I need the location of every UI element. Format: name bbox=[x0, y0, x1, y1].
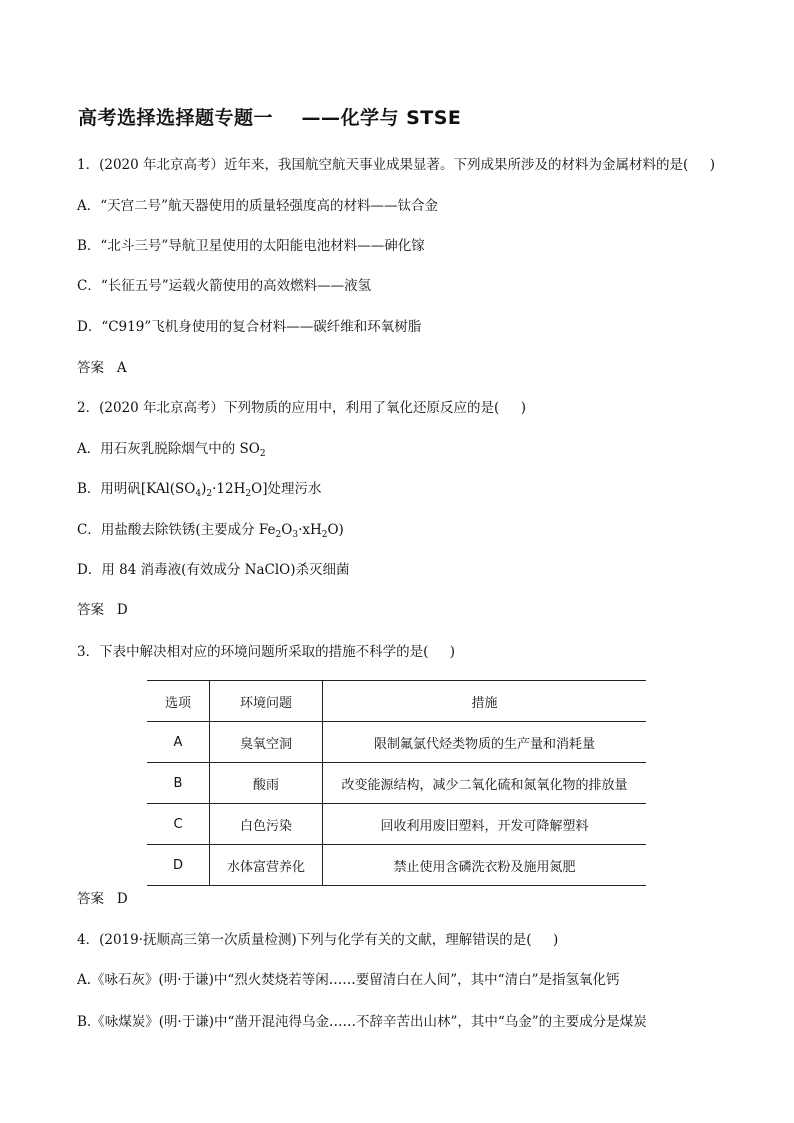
question-2-option-b: B．用明矾$[KAl(SO_4)_2\cdot 12H_2O]$处理污水 bbox=[77, 481, 322, 499]
table-row bbox=[147, 722, 646, 763]
table-cell-option: C bbox=[173, 816, 183, 832]
table-cell-measure: 改变能源结构，减少二氧化硫和氮氧化物的排放量 bbox=[323, 763, 647, 804]
table-cell-measure: 禁止使用含磷洗衣粉及施用氮肥 bbox=[323, 845, 647, 886]
question-1-option-b: B．“北斗三号”导航卫星使用的太阳能电池材料——砷化镓 bbox=[77, 238, 425, 254]
question-3-answer: 答案 D bbox=[77, 891, 128, 907]
table-cell-measure: 回收利用废旧塑料，开发可降解塑料 bbox=[323, 804, 647, 845]
question-1-option-d: D．“C919”飞机身使用的复合材料——碳纤维和环氧树脂 bbox=[77, 319, 422, 335]
table-cell-option: B bbox=[173, 775, 183, 791]
table-cell-measure: 限制氟氯代烃类物质的生产量和消耗量 bbox=[323, 722, 647, 763]
question-4-stem: 4．(2019·抚顺高三第一次质量检测)下列与化学有关的文献，理解错误的是( ) bbox=[77, 932, 559, 948]
question-1-answer: 答案 A bbox=[77, 360, 127, 376]
question-2-option-a: A．用石灰乳脱除烟气中的 $SO_2$ bbox=[77, 441, 266, 459]
table-cell-option: A bbox=[173, 734, 183, 750]
table-row bbox=[147, 845, 646, 886]
table-cell-problem: 水体富营养化 bbox=[210, 845, 323, 886]
table-header-measure: 措施 bbox=[323, 681, 647, 722]
question-4-option-b: B.《咏煤炭》(明·于谦)中“凿开混沌得乌金……不辞辛苦出山林”，其中“乌金”的主要成分是煤炭 bbox=[77, 1014, 647, 1030]
question-1-option-a: A．“天宫二号”航天器使用的质量轻强度高的材料——钛合金 bbox=[77, 198, 439, 214]
table-cell-problem: 酸雨 bbox=[210, 763, 323, 804]
table-cell-problem: 臭氧空洞 bbox=[210, 722, 323, 763]
question-2-option-c: C．用盐酸去除铁锈(主要成分 $Fe_2O_3\cdot xH_2O$) bbox=[77, 522, 344, 540]
question-3-table bbox=[147, 680, 646, 886]
question-2-answer: 答案 D bbox=[77, 602, 128, 618]
table-header-row bbox=[147, 681, 646, 722]
question-4-option-a: A.《咏石灰》(明·于谦)中“烈火焚烧若等闲……要留清白在人间”，其中“清白”是指氢氧化钙 bbox=[77, 972, 620, 988]
question-2-option-d: D．用 84 消毒液(有效成分 NaClO)杀灭细菌 bbox=[77, 562, 350, 578]
table-cell-problem: 白色污染 bbox=[210, 804, 323, 845]
question-2-stem: 2．(2020 年北京高考）下列物质的应用中，利用了氧化还原反应的是( ) bbox=[77, 400, 526, 416]
table-row bbox=[147, 763, 646, 804]
table-row bbox=[147, 804, 646, 845]
page-title: 高考选择选择题专题一 ——化学与 STSE bbox=[78, 107, 462, 129]
table-header-problem: 环境问题 bbox=[210, 681, 323, 722]
question-3-stem: 3．下表中解决相对应的环境问题所采取的措施不科学的是( ) bbox=[77, 644, 456, 660]
question-1-stem: 1．(2020 年北京高考）近年来，我国航空航天事业成果显著。下列成果所涉及的材料为金属材料的是( ) bbox=[77, 157, 715, 173]
question-1-option-c: C．“长征五号”运载火箭使用的高效燃料——液氢 bbox=[77, 278, 372, 294]
table-cell-option: D bbox=[172, 857, 183, 873]
table-header-option: 选项 bbox=[164, 695, 191, 711]
